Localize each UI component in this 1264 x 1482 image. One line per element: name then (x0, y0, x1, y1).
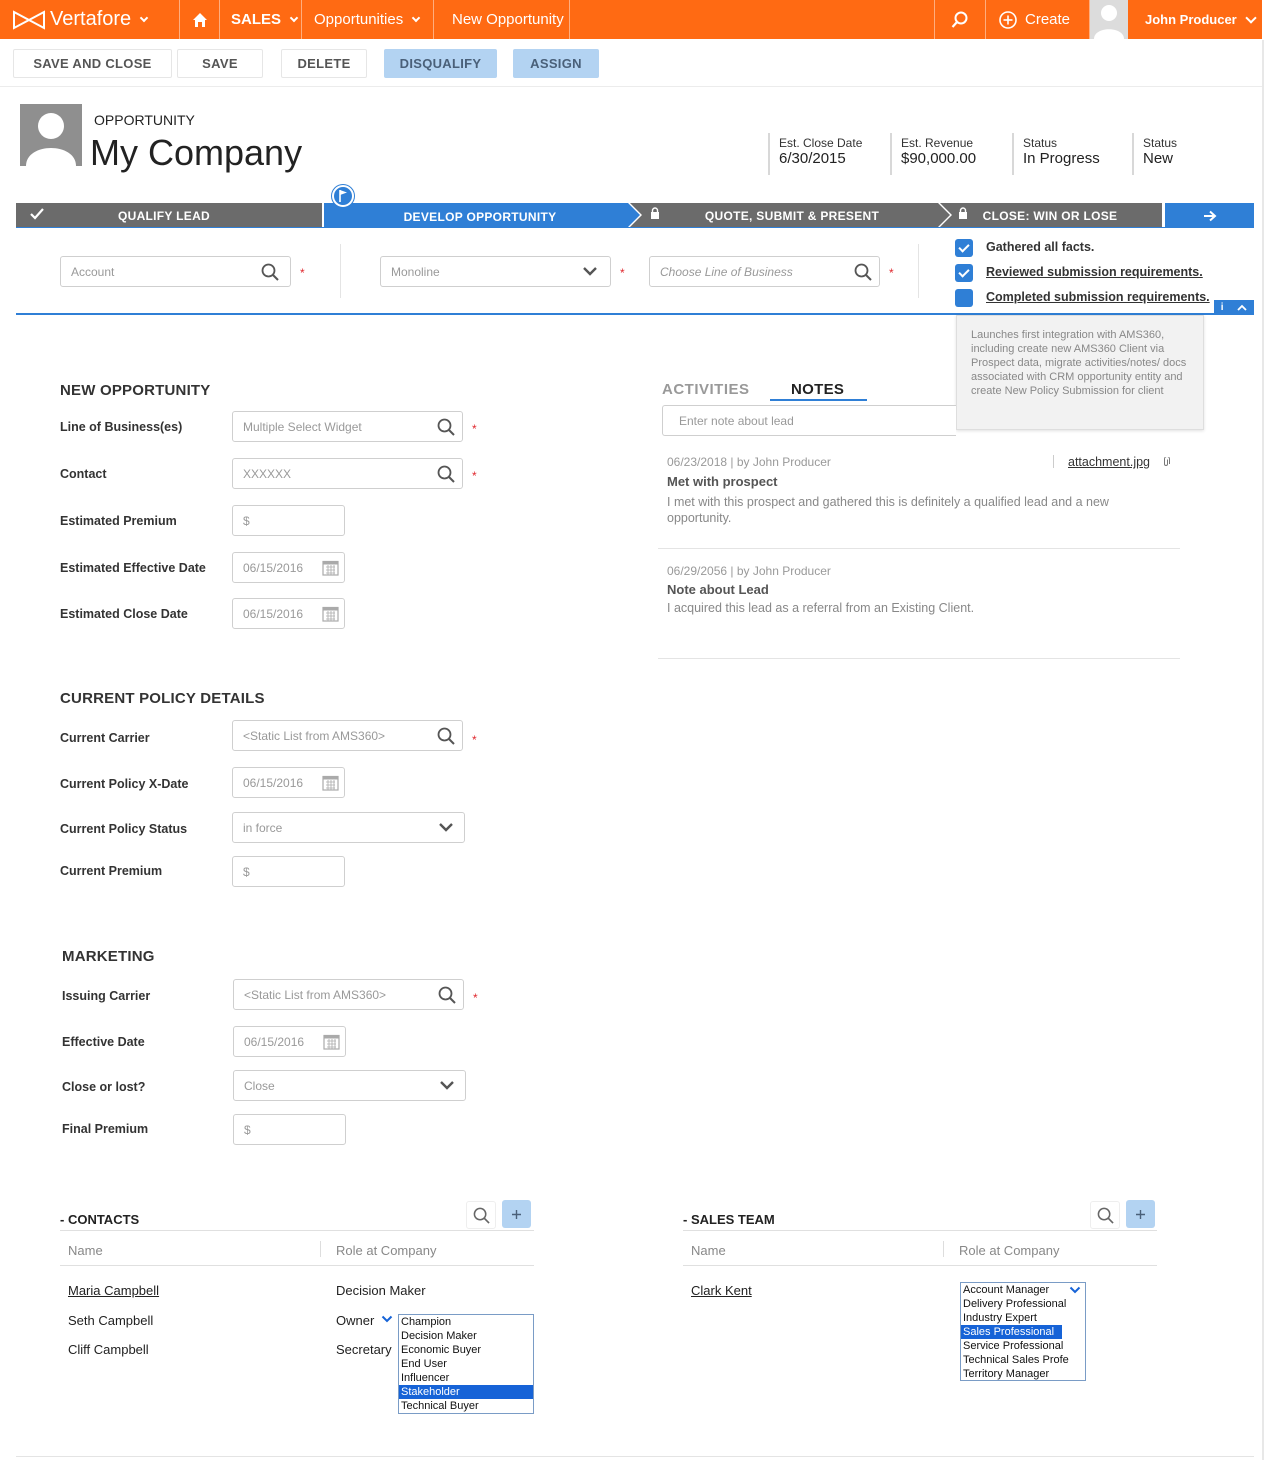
contacts-search-button[interactable] (466, 1201, 496, 1229)
line-of-business-placeholder: Choose Line of Business (660, 264, 793, 279)
required-marker: * (472, 469, 477, 483)
tab-activities[interactable]: ACTIVITIES (662, 381, 750, 398)
field-label: Current Carrier (60, 731, 150, 745)
final-premium-input[interactable] (233, 1114, 346, 1145)
chevron-up-icon (1237, 304, 1247, 311)
note-body: I acquired this lead as a referral from an Existing Client. (667, 601, 975, 615)
chevron-down-icon (438, 822, 454, 834)
stage-quote-submit-present[interactable]: QUOTE, SUBMIT & PRESENT (704, 209, 880, 223)
note-input[interactable] (662, 405, 956, 436)
listbox-option[interactable]: Territory Manager (963, 1368, 1050, 1380)
search-icon[interactable] (261, 263, 279, 281)
field-label: Contact (60, 467, 107, 481)
search-button[interactable] (934, 0, 986, 39)
checklist-checkbox[interactable] (955, 264, 973, 282)
chevron-down-icon (140, 13, 148, 21)
field-label: Final Premium (62, 1122, 149, 1136)
note-divider (658, 658, 1180, 659)
create-label: Create (1025, 11, 1071, 28)
field-value: 06/15/2016 (244, 1034, 305, 1049)
field-label: Effective Date (62, 1035, 145, 1049)
current-premium-input[interactable] (232, 856, 345, 887)
section-title: NEW OPPORTUNITY (60, 382, 211, 399)
contact-role: Decision Maker (336, 1283, 426, 1298)
chevron-down-icon (290, 13, 298, 21)
search-icon (1097, 1207, 1114, 1224)
field-value: in force (243, 820, 283, 835)
sales-team-search-button[interactable] (1090, 1201, 1120, 1229)
field-divider (918, 244, 919, 298)
account-placeholder: Account (71, 264, 115, 279)
stat-divider (768, 133, 770, 175)
search-icon[interactable] (437, 465, 455, 483)
info-icon: i (1220, 302, 1224, 313)
info-tooltip (956, 315, 1204, 430)
stat-value: 6/30/2015 (779, 150, 846, 167)
add-sales-member-button[interactable] (1126, 1200, 1155, 1228)
note-title: Note about Lead (667, 582, 769, 597)
section-title: CURRENT POLICY DETAILS (60, 690, 265, 707)
stat-label: Status (1023, 136, 1058, 150)
assign-button[interactable]: ASSIGN (513, 49, 599, 78)
attachment-link[interactable]: attachment.jpg (1068, 455, 1150, 469)
listbox-option[interactable]: Influencer (401, 1372, 450, 1384)
search-icon (951, 11, 969, 29)
save-button[interactable]: SAVE (177, 49, 263, 78)
chevron-down-icon[interactable] (1069, 1286, 1081, 1295)
listbox-option[interactable]: End User (401, 1358, 447, 1370)
stat-value: $90,000.00 (901, 150, 977, 167)
note-placeholder: Enter note about lead (679, 413, 794, 428)
field-label: Current Policy X-Date (60, 777, 189, 791)
new-opportunity-tab[interactable] (434, 0, 570, 39)
close-or-lost-select[interactable] (233, 1070, 466, 1101)
page-title: My Company (90, 132, 303, 173)
required-marker: * (889, 266, 894, 280)
current-stage-flag (332, 185, 354, 207)
required-marker: * (300, 266, 305, 280)
column-header-name: Name (691, 1243, 726, 1258)
line-of-business-search-input[interactable] (649, 256, 880, 287)
field-divider (340, 244, 341, 298)
field-value: 06/15/2016 (243, 560, 304, 575)
checklist-item-label: Gathered all facts. (986, 240, 1095, 254)
disqualify-button[interactable]: DISQUALIFY (384, 49, 497, 78)
note-divider (658, 548, 1180, 549)
table-divider (683, 1265, 1157, 1266)
sales-team-title: - SALES TEAM (683, 1212, 775, 1227)
note-input-edge (1204, 430, 1205, 436)
column-header-name: Name (68, 1243, 103, 1258)
listbox-option[interactable]: Delivery Professional (963, 1298, 1067, 1310)
sales-label: SALES (231, 11, 282, 28)
contacts-title: - CONTACTS (60, 1212, 140, 1227)
flag-icon (334, 187, 352, 205)
listbox-option-selected[interactable]: Stakeholder (399, 1385, 533, 1399)
toolbar-divider (0, 86, 1262, 87)
contact-role[interactable]: Owner (336, 1313, 375, 1328)
required-marker: * (620, 266, 625, 280)
required-marker: * (473, 991, 478, 1005)
top-nav (0, 0, 1262, 39)
table-divider (683, 1230, 1157, 1231)
tooltip-text: Launches first integration with AMS360, including create new AMS360 Client via Prospect data, migrate activities/notes/ docs associated with CRM opportunity entity and create New Policy Submission for client (971, 329, 1187, 397)
record-avatar (20, 104, 82, 166)
chevron-down-icon (412, 13, 420, 21)
record-type: OPPORTUNITY (94, 112, 195, 128)
contact-name-link[interactable]: Maria Campbell (68, 1283, 160, 1298)
listbox-option[interactable]: Champion (401, 1316, 452, 1328)
estimated-premium-input[interactable] (232, 505, 345, 536)
line-of-business-input[interactable] (232, 411, 463, 442)
stat-divider (1132, 133, 1134, 175)
listbox-option[interactable]: Industry Expert (963, 1312, 1037, 1324)
table-divider (60, 1230, 534, 1231)
brand-name: Vertafore (50, 8, 132, 30)
footer-divider (16, 1456, 1254, 1457)
opportunities-label: Opportunities (314, 11, 404, 28)
create-button[interactable] (986, 0, 1090, 39)
opportunities-menu[interactable] (302, 0, 434, 39)
sales-role-listbox[interactable] (960, 1282, 1086, 1381)
stat-label: Est. Revenue (901, 136, 974, 150)
tab-notes[interactable]: NOTES (791, 381, 845, 398)
field-label: Close or lost? (62, 1080, 146, 1094)
checklist-item-link[interactable]: Completed submission requirements. (986, 290, 1210, 304)
plus-circle-icon (999, 11, 1017, 29)
required-marker: * (472, 422, 477, 436)
meta-divider (1053, 455, 1054, 468)
sales-member-name-link[interactable]: Clark Kent (691, 1283, 752, 1298)
field-label: Estimated Effective Date (60, 561, 206, 575)
required-marker: * (472, 733, 477, 747)
calendar-icon[interactable] (322, 605, 339, 622)
next-stage-button[interactable] (1165, 205, 1255, 227)
listbox-option[interactable]: Account Manager (963, 1284, 1050, 1296)
add-contact-button[interactable] (502, 1200, 531, 1228)
column-header-role: Role at Company (959, 1243, 1060, 1258)
contact-role: Secretary (336, 1342, 392, 1357)
stat-label: Est. Close Date (779, 136, 863, 150)
arrow-right-icon (1203, 210, 1217, 222)
field-value: 06/15/2016 (243, 775, 304, 790)
search-icon[interactable] (438, 986, 456, 1004)
column-header-role: Role at Company (336, 1243, 437, 1258)
field-label: Line of Business(es) (60, 420, 183, 434)
search-icon[interactable] (437, 418, 455, 436)
user-name: John Producer (1145, 12, 1237, 27)
field-label: Issuing Carrier (62, 989, 151, 1003)
new-opportunity-label: New Opportunity (452, 11, 564, 28)
note-meta: 06/29/2056 | by John Producer (667, 564, 831, 578)
field-label: Estimated Premium (60, 514, 177, 528)
contact-name: Cliff Campbell (68, 1342, 149, 1357)
vertafore-logo-icon (12, 10, 46, 30)
column-divider (320, 1241, 321, 1257)
user-avatar-icon (1092, 0, 1126, 39)
section-title: MARKETING (62, 948, 155, 965)
field-value: Close (244, 1078, 275, 1093)
home-icon (192, 12, 208, 28)
chevron-down-icon (1245, 12, 1256, 23)
account-search-input[interactable] (60, 256, 291, 287)
calendar-icon[interactable] (322, 774, 339, 791)
field-value: $ (243, 513, 250, 528)
home-button[interactable] (180, 0, 220, 39)
search-icon (473, 1207, 490, 1224)
info-toggle[interactable] (1214, 300, 1254, 315)
chevron-down-icon (439, 1080, 455, 1092)
checklist-checkbox[interactable] (955, 289, 973, 307)
stat-divider (1012, 133, 1014, 175)
field-value: <Static List from AMS360> (243, 728, 386, 743)
chevron-down-icon (582, 266, 598, 278)
plus-icon (1135, 1209, 1146, 1220)
user-menu[interactable] (1128, 0, 1262, 39)
field-label: Current Policy Status (60, 822, 188, 836)
field-label: Current Premium (60, 864, 163, 878)
stage-qualify-lead[interactable]: QUALIFY LEAD (117, 209, 211, 223)
field-label: Estimated Close Date (60, 607, 188, 621)
listbox-option[interactable]: Technical Sales Profe (963, 1354, 1069, 1366)
column-divider (943, 1241, 944, 1257)
plus-icon (511, 1209, 522, 1220)
stage-develop-opportunity[interactable]: DEVELOP OPPORTUNITY (403, 210, 557, 224)
tab-active-indicator (770, 399, 867, 401)
user-avatar-icon (20, 104, 82, 166)
monoline-value: Monoline (391, 264, 440, 279)
listbox-option[interactable]: Decision Maker (401, 1330, 477, 1342)
paperclip-icon (1162, 457, 1170, 467)
checklist-item-link[interactable]: Reviewed submission requirements. (986, 265, 1203, 279)
note-meta: 06/23/2018 | by John Producer (667, 455, 831, 469)
search-icon[interactable] (854, 263, 872, 281)
stat-divider (890, 133, 892, 175)
calendar-icon[interactable] (323, 1033, 340, 1050)
calendar-icon[interactable] (322, 559, 339, 576)
table-divider (60, 1265, 534, 1266)
current-policy-status-select[interactable] (232, 812, 465, 843)
contact-name: Seth Campbell (68, 1313, 154, 1328)
monoline-select[interactable] (380, 256, 611, 287)
note-body: I met with this prospect and gathered this is definitely a qualified lead and a new opportunity. (667, 495, 1109, 525)
issuing-carrier-input[interactable] (233, 979, 464, 1010)
sales-menu[interactable] (220, 0, 302, 39)
field-value: <Static List from AMS360> (244, 987, 387, 1002)
contact-role-listbox[interactable] (398, 1314, 534, 1414)
save-and-close-button[interactable]: SAVE AND CLOSE (13, 49, 172, 78)
field-value: XXXXXX (243, 466, 292, 481)
field-value: $ (243, 864, 250, 879)
search-icon[interactable] (437, 727, 455, 745)
note-title: Met with prospect (667, 474, 778, 489)
field-value: 06/15/2016 (243, 606, 304, 621)
listbox-option[interactable]: Service Professional (963, 1340, 1064, 1352)
field-value: Multiple Select Widget (243, 419, 362, 434)
listbox-option-selected[interactable]: Sales Professional (961, 1325, 1062, 1339)
delete-button[interactable]: DELETE (281, 49, 367, 78)
listbox-option[interactable]: Economic Buyer (401, 1344, 482, 1356)
brand-menu[interactable] (0, 0, 180, 39)
listbox-option[interactable]: Technical Buyer (401, 1400, 479, 1412)
contact-input[interactable] (232, 458, 463, 489)
avatar[interactable] (1090, 0, 1128, 39)
stat-value: In Progress (1023, 150, 1100, 167)
chevron-down-icon[interactable] (381, 1315, 393, 1324)
stage-close-win-or-lose[interactable]: CLOSE: WIN OR LOSE (982, 209, 1118, 223)
checklist-checkbox[interactable] (955, 239, 973, 257)
stat-label: Status (1143, 136, 1178, 150)
current-carrier-input[interactable] (232, 720, 463, 751)
stat-value: New (1143, 150, 1174, 167)
field-value: $ (244, 1122, 251, 1137)
